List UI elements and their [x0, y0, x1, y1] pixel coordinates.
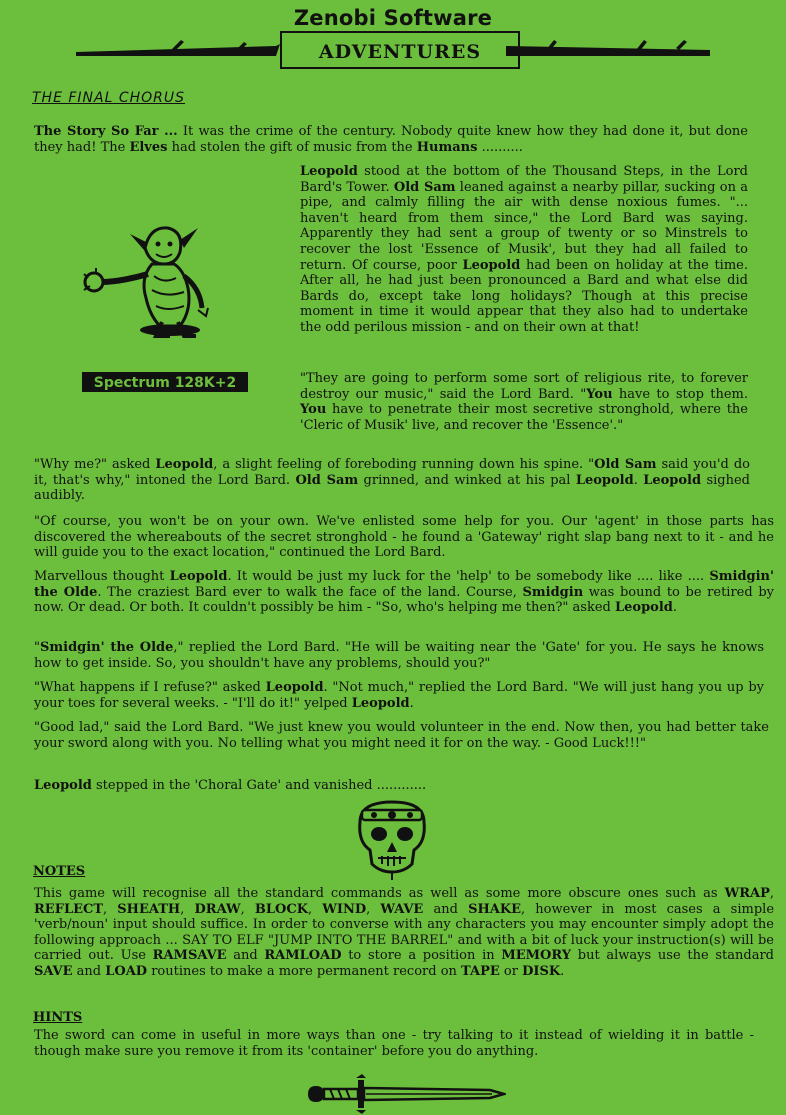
hints-heading: HINTS	[33, 1010, 83, 1025]
story-paragraph-9: "Good lad," said the Lord Bard. "We just knew you would volunteer in the end. Now then, you had better take your sword along with you. No telling what you might need it for on the way. - Good Luck!!!"	[34, 720, 769, 751]
goblin-illustration	[80, 218, 230, 348]
story-paragraph-6: Marvellous thought Leopold. It would be just my luck for the 'help' to be somebody like .... like .... Smidgin' the Olde. The craziest Bard ever to walk the face of the land. Course, Smidgin was bound to be retired by now. Or dead. Or both. It couldn't possibly be him - "So, who's helping me then?" asked Leopold.	[34, 569, 774, 616]
story-paragraph-8: "What happens if I refuse?" asked Leopold. "Not much," replied the Lord Bard. "We will just hang you up by your toes for several weeks. - "I'll do it!" yelped Leopold.	[34, 680, 764, 711]
story-paragraph-4: "Why me?" asked Leopold, a slight feeling of foreboding running down his spine. "Old Sam said you'd do it, that's why," intoned the Lord Bard. Old Sam grinned, and winked at his pal Leopold. Leopold sighed audibly.	[34, 457, 750, 504]
story-paragraph-1: The Story So Far ... It was the crime of the century. Nobody quite knew how they had done it, but done they had! The Elves had stolen the gift of music from the Humans ..........	[34, 124, 748, 155]
story-paragraph-5: "Of course, you won't be on your own. We've enlisted some help for you. Our 'agent' in those parts has discovered the whereabouts of the secret stronghold - he found a 'Gateway' right slap bang next to it - and he will guide you to the exact location," continued the Lord Bard.	[34, 514, 774, 561]
notes-heading: NOTES	[33, 864, 86, 879]
publisher-name: Zenobi Software	[293, 6, 493, 30]
sword-illustration	[306, 1074, 506, 1114]
story-paragraph-10: Leopold stepped in the 'Choral Gate' and vanished ............	[34, 778, 427, 793]
story-paragraph-3: "They are going to perform some sort of religious rite, to forever destroy our music," said the Lord Bard. "You have to stop them. You have to penetrate their most secretive stronghold, where the 'Cleric of Musik' live, and recover the 'Essence'."	[300, 371, 748, 433]
story-paragraph-2: Leopold stood at the bottom of the Thousand Steps, in the Lord Bard's Tower. Old Sam leaned against a nearby pillar, sucking on a pipe, and calmly filling the air with dense noxious fumes. "... haven't heard from them since," the Lord Bard was saying. Apparently they had sent a group of twenty or so Minstrels to recover the lost 'Essence of Musik', but they had all failed to return. Of course, poor Leopold had been on holiday at the time. After all, he had just been pronounced a Bard and what else did Bards do, except take long holidays? Though at this precise moment in time it would appear that they also had to undertake the odd perilous mission - and on their own at that!	[300, 164, 748, 335]
hints-paragraph: The sword can come in useful in more ways than one - try talking to it instead of wielding it in battle - though make sure you remove it from its 'container' before you do anything.	[34, 1028, 754, 1059]
banner-title: adventures	[280, 31, 520, 69]
notes-paragraph: This game will recognise all the standard commands as well as some more obscure ones such as WRAP, REFLECT, SHEATH, DRAW, BLOCK, WIND, WAVE and SHAKE, however in most cases a simple 'verb/noun' input should suffice. In order to converse with any characters you may encounter simply adopt the following approach ... SAY TO ELF "JUMP INTO THE BARREL" and with a bit of luck your instruction(s) will be carried out. Use RAMSAVE and RAMLOAD to store a position in MEMORY but always use the standard SAVE and LOAD routines to make a more permanent record on TAPE or DISK.	[34, 886, 775, 979]
crowned-skull-illustration	[352, 798, 432, 882]
story-lead: The Story So Far ...	[34, 124, 178, 139]
game-title: THE FINAL CHORUS	[32, 90, 186, 106]
platform-badge: Spectrum 128K+2	[82, 372, 248, 392]
story-paragraph-7: "Smidgin' the Olde," replied the Lord Bard. "He will be waiting near the 'Gate' for you. He says he knows how to get inside. So, you shouldn't have any problems, should you?"	[34, 640, 764, 671]
